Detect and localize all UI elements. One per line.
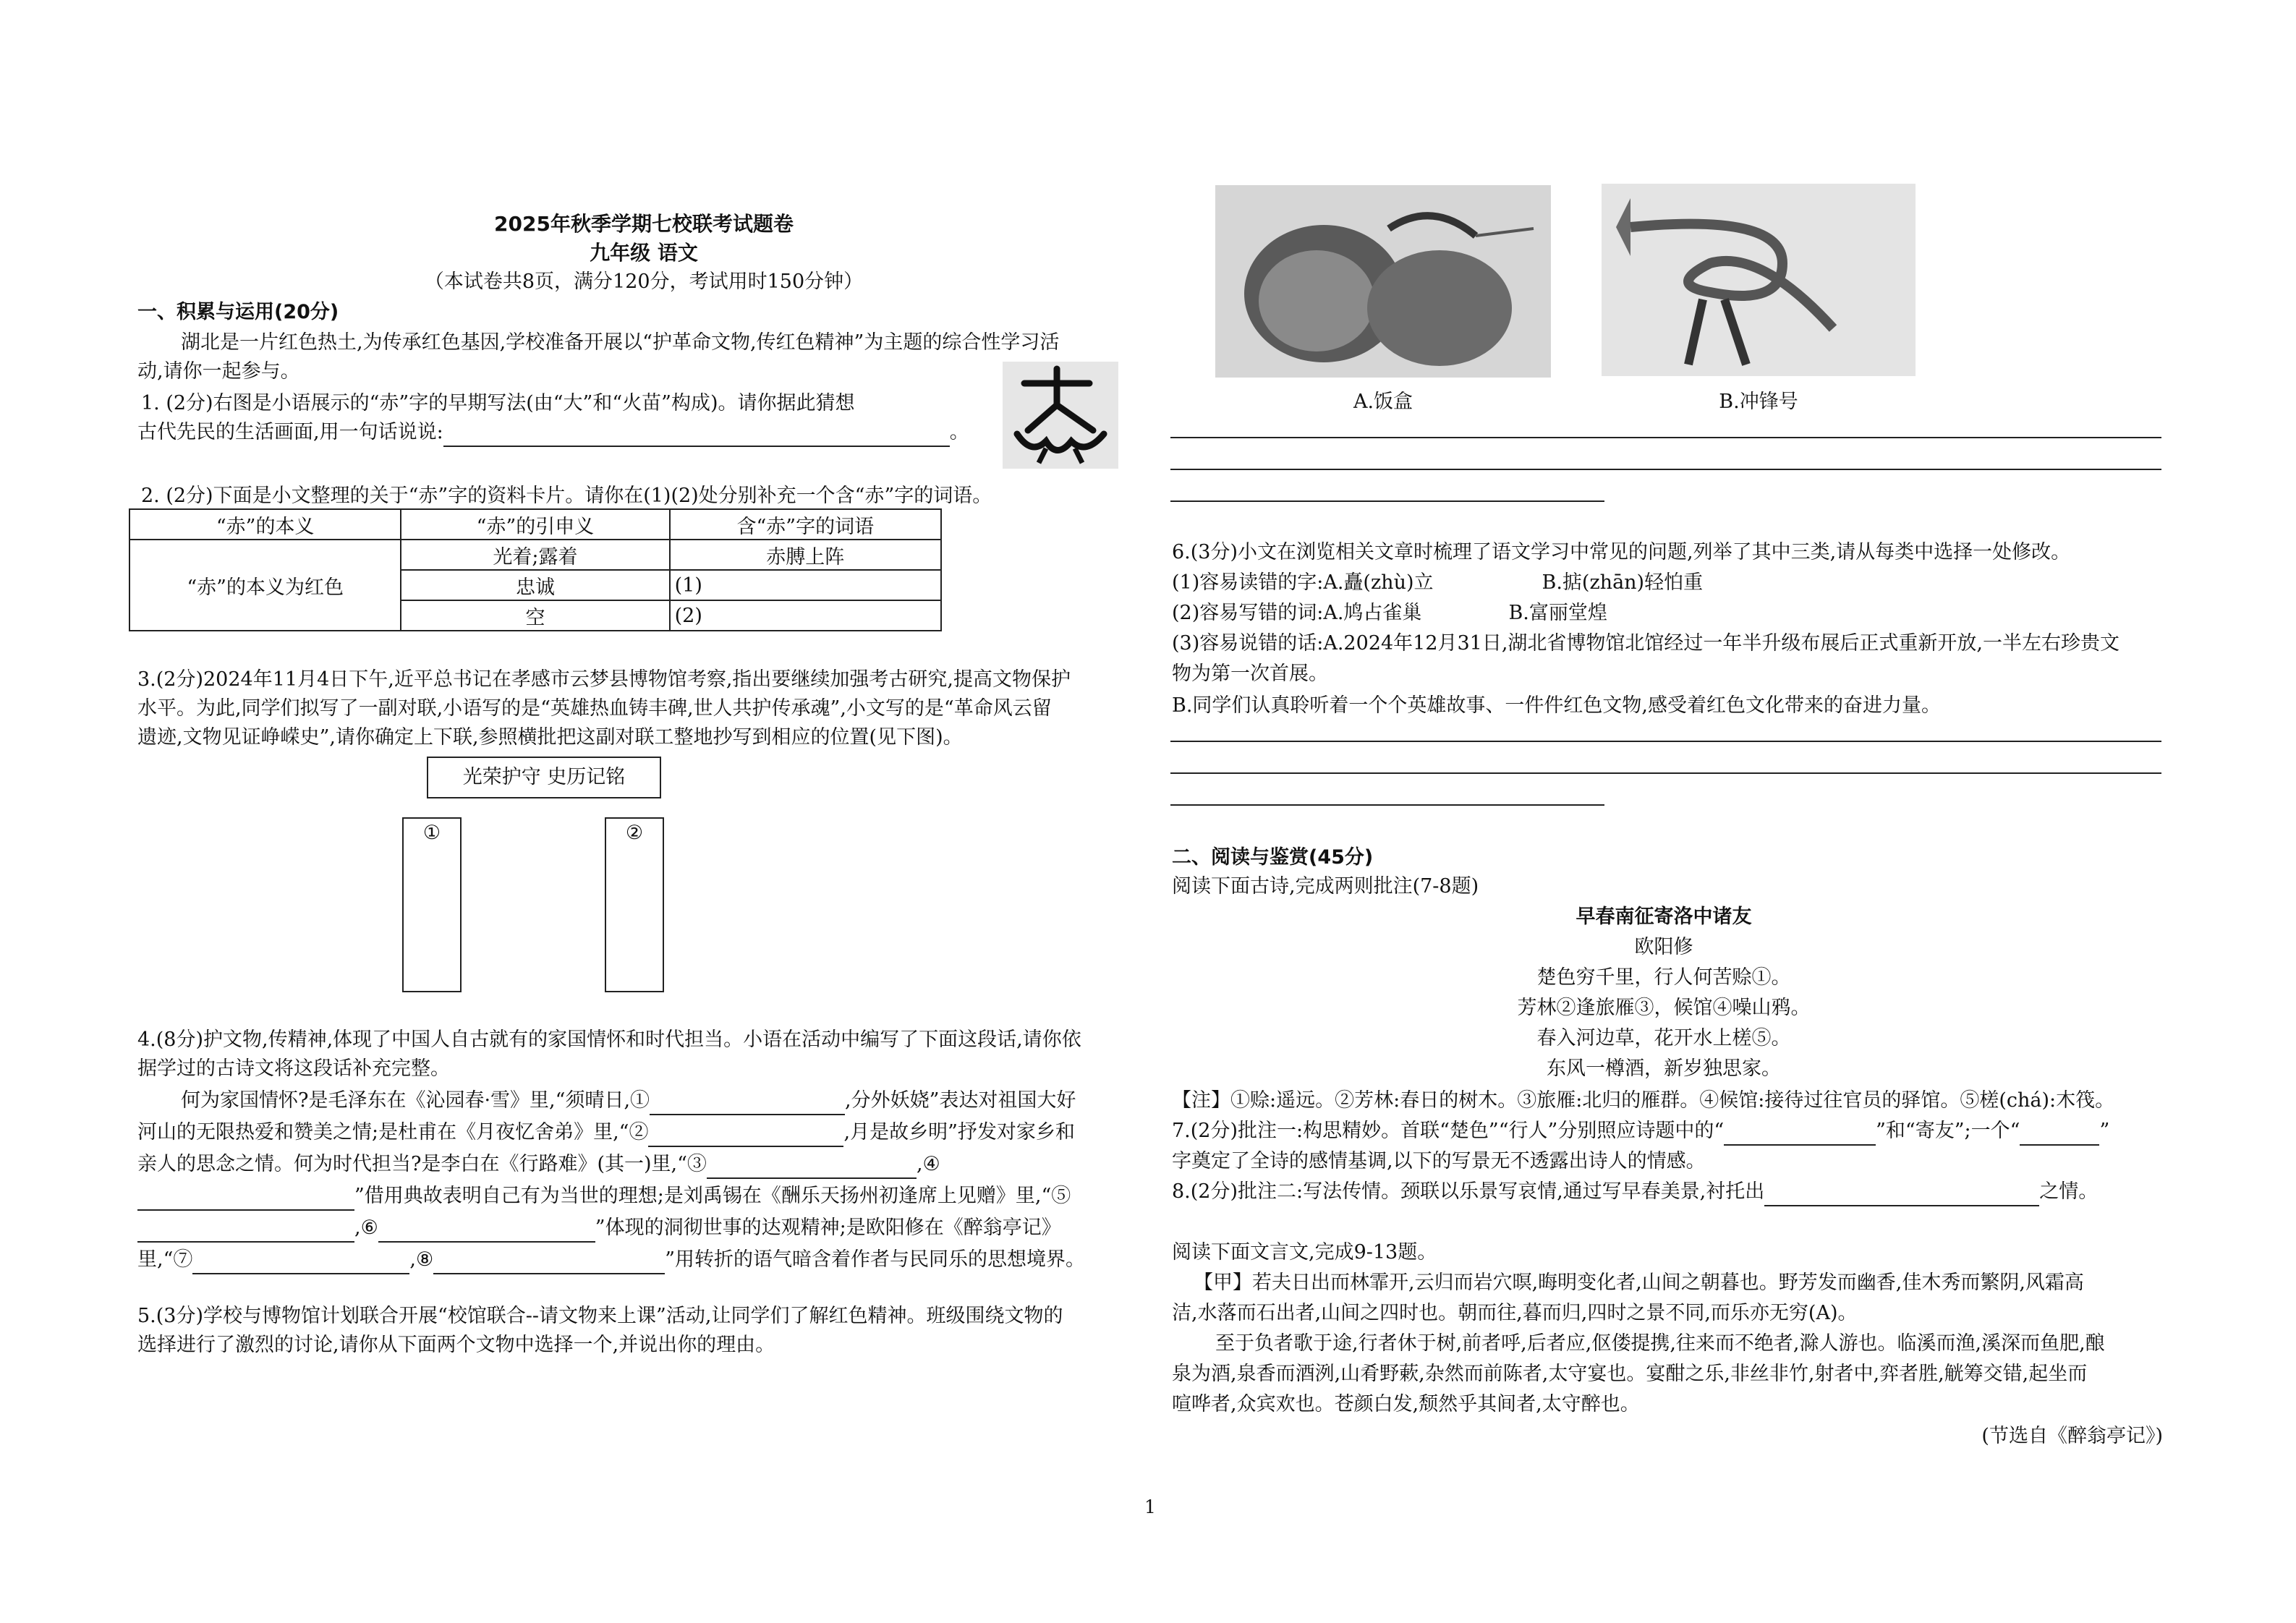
q4-text: 河山的无限热爱和赞美之情;是杜甫在《月夜忆舍弟》里,“②	[137, 1121, 649, 1143]
chi-ancient-glyph-image	[1003, 362, 1118, 469]
q1-answer-blank[interactable]	[443, 424, 950, 447]
q4-line1: 4.(8分)护文物,传精神,体现了中国人自古就有的家国情怀和时代担当。小语在活动中编写了下面这段话,请你依	[137, 1028, 1081, 1051]
passage-jia-line: 至于负者歌于途,行者休于树,前者呼,后者应,伛偻提携,往来而不绝者,滁人游也。临溪而渔,溪深而鱼肥,酿	[1215, 1332, 2105, 1355]
q3-line3: 遗迹,文物见证峥嵘史”,请你确定上下联,参照横批把这副对联工整地抄写到相应的位置(见下图)。	[137, 726, 963, 749]
couplet-box-right[interactable]	[605, 817, 664, 992]
poem-title: 早春南征寄洛中诸友	[1576, 906, 1752, 928]
poem-intro: 阅读下面古诗,完成两则批注(7-8题)	[1172, 875, 1479, 898]
intro-line2: 动,请你一起参与。	[137, 360, 300, 383]
q7-line2: 字奠定了全诗的感情基调,以下的写景无不透露出诗人的情感。	[1172, 1150, 1706, 1172]
table-cell-answer-1[interactable]: (1)	[670, 570, 941, 600]
poem-line: 芳林②逢旅雁③，候馆④噪山鸦。	[1517, 997, 1811, 1019]
answer-line[interactable]	[1170, 500, 1604, 502]
exam-subtitle: 九年级 语文	[590, 241, 698, 265]
q6-line2	[1172, 568, 1703, 597]
q8-text: 之情。	[2039, 1180, 2099, 1203]
q4-text: ,分外妖娆”表达对祖国大好	[845, 1089, 1076, 1112]
q4-blank-5[interactable]	[137, 1219, 354, 1243]
q3-line2: 水平。为此,同学们拟写了一副对联,小语写的是“英雄热血铸丰碑,世人共护传承魂”,小文写的是“革命风云留	[137, 697, 1052, 720]
passage-jia-line: 【甲】若夫日出而林霏开,云归而岩穴暝,晦明变化者,山间之朝暮也。野芳发而幽香,佳木秀而繁阴,风霜高	[1194, 1271, 2084, 1294]
q4-text: ,⑥	[354, 1217, 378, 1239]
section1-heading: 一、积累与运用(20分)	[137, 301, 339, 323]
q4-blank-8[interactable]	[433, 1251, 665, 1274]
q4-para-line5	[137, 1214, 1061, 1243]
section2-heading: 二、阅读与鉴赏(45分)	[1172, 846, 1374, 869]
exam-note: （本试卷共8页，满分120分，考试用时150分钟）	[424, 270, 864, 293]
q6-option: (2)容易写错的词:A.鸠占雀巢	[1172, 602, 1422, 624]
table-cell: 忠诚	[401, 570, 669, 600]
q4-blank-6[interactable]	[378, 1219, 595, 1243]
chi-info-card-table	[129, 508, 942, 631]
q1-line1: 1. (2分)右图是小语展示的“赤”字的早期写法(由“大”和“火苗”构成)。请你据此猜想	[141, 392, 855, 414]
q8-line	[1172, 1177, 2098, 1206]
q6-option: (1)容易读错的字:A.矗(zhù)立	[1172, 571, 1434, 594]
table-cell-base-meaning: “赤”的本义为红色	[129, 540, 401, 631]
table-header: “赤”的引申义	[401, 509, 669, 540]
q4-para-line4	[137, 1182, 1071, 1211]
q4-text: ”借用典故表明自己有为当世的理想;是刘禹锡在《酬乐天扬州初逢席上见赠》里,“⑤	[354, 1185, 1071, 1207]
couplet-box-left[interactable]	[402, 817, 462, 992]
couplet-label-2: ②	[625, 822, 644, 844]
table-header-row	[129, 509, 941, 540]
poem-line: 春入河边草，花开水上槎⑤。	[1536, 1027, 1791, 1049]
q6-line6: B.同学们认真聆听着一个个英雄故事、一件件红色文物,感受着红色文化带来的奋进力量。	[1172, 694, 1942, 717]
q7-blank-2[interactable]	[2020, 1123, 2099, 1146]
passage-jia-line: 喧哗者,众宾欢也。苍颜白发,颓然乎其间者,太守醉也。	[1172, 1393, 1640, 1415]
answer-line[interactable]	[1170, 741, 2161, 742]
q4-line2: 据学过的古诗文将这段话补充完整。	[137, 1057, 450, 1080]
q8-blank[interactable]	[1764, 1183, 2039, 1206]
passage-jia-line: 洁,水落而石出者,山间之四时也。朝而往,暮而归,四时之景不同,而乐亦无穷(A)。	[1172, 1302, 1858, 1324]
q3-line1: 3.(2分)2024年11月4日下午,近平总书记在孝感市云梦县博物馆考察,指出要继续加强考古研究,提高文物保护	[137, 668, 1071, 691]
table-cell: 赤膊上阵	[670, 540, 941, 570]
answer-line[interactable]	[1170, 772, 2161, 774]
q4-text: 亲人的思念之情。何为时代担当?是李白在《行路难》(其一)里,“③	[137, 1153, 707, 1175]
poem-line: 东风一樽酒，新岁独思家。	[1547, 1057, 1781, 1080]
table-header: “赤”的本义	[129, 509, 401, 540]
table-cell: 光着;露着	[401, 540, 669, 570]
lunchbox-photo	[1215, 185, 1551, 378]
passage-source: (节选自《醉翁亭记》)	[1981, 1425, 2163, 1447]
q4-text: ,月是故乡明”抒发对家乡和	[843, 1121, 1075, 1143]
poem-line: 楚色穷千里，行人何苦赊①。	[1536, 966, 1791, 989]
artifact-caption-b: B.冲锋号	[1719, 391, 1798, 413]
table-header: 含“赤”字的词语	[670, 509, 941, 540]
answer-line[interactable]	[1170, 804, 1604, 806]
bugle-icon	[1602, 184, 1916, 376]
q7-text: ”	[2099, 1120, 2110, 1142]
table-cell-answer-2[interactable]: (2)	[670, 600, 941, 631]
q4-blank-3[interactable]	[707, 1156, 917, 1179]
chi-glyph-icon	[1003, 362, 1118, 469]
q7-text: 7.(2分)批注一:构思精妙。首联“楚色”“行人”分别照应诗题中的“	[1172, 1120, 1725, 1142]
q8-text: 8.(2分)批注二:写法传情。颈联以乐景写哀情,通过写早春美景,衬托出	[1172, 1180, 1765, 1203]
couplet-label-1: ①	[422, 822, 441, 844]
q6-line1: 6.(3分)小文在浏览相关文章时梳理了语文学习中常见的问题,列举了其中三类,请从每类中选择一处修改。	[1172, 541, 2071, 563]
classical-intro: 阅读下面文言文,完成9-13题。	[1172, 1241, 1437, 1264]
passage-jia-line: 泉为酒,泉香而酒洌,山肴野蔌,杂然而前陈者,太守宴也。宴酣之乐,非丝非竹,射者中,弈者胜,觥筹交错,起坐而	[1172, 1363, 2088, 1385]
q4-blank-2[interactable]	[648, 1124, 843, 1147]
q1-line2	[137, 418, 969, 447]
q4-text: 何为家国情怀?是毛泽东在《沁园春·雪》里,“须晴日,①	[181, 1089, 650, 1112]
hengpi-box: 光荣护守 史历记铭	[427, 757, 661, 798]
q6-line4: (3)容易说错的话:A.2024年12月31日,湖北省博物馆北馆经过一年半升级布展后正式重新开放,一半左右珍贵文	[1172, 632, 2120, 655]
table-row	[129, 540, 941, 570]
q1-end: 。	[949, 421, 969, 443]
lunchbox-icon	[1215, 185, 1551, 378]
q7-line1	[1172, 1117, 2109, 1146]
q4-text: 里,“⑦	[137, 1248, 193, 1271]
q6-line3	[1172, 599, 1607, 628]
q7-blank-1[interactable]	[1724, 1123, 1876, 1146]
answer-line[interactable]	[1170, 437, 2161, 438]
q4-blank-7[interactable]	[192, 1251, 409, 1274]
table-cell: 空	[401, 600, 669, 631]
q4-text: ,⑧	[409, 1248, 434, 1271]
q4-para-line1	[181, 1086, 1076, 1115]
poem-author: 欧阳修	[1634, 936, 1693, 958]
q6-line5: 物为第一次首展。	[1172, 663, 1328, 685]
q4-blank-4[interactable]	[137, 1188, 354, 1211]
page-number: 1	[1144, 1496, 1156, 1517]
q6-option: B.掂(zhān)轻怕重	[1542, 571, 1704, 594]
q7-text: ”和“寄友”;一个“	[1876, 1120, 2020, 1142]
q5-line1: 5.(3分)学校与博物馆计划联合开展“校馆联合--请文物来上课”活动,让同学们了解红色精神。班级围绕文物的	[137, 1305, 1063, 1327]
q4-para-line3	[137, 1150, 940, 1179]
q4-text: ”用转折的语气暗含着作者与民同乐的思想境界。	[665, 1248, 1085, 1271]
intro-line1: 湖北是一片红色热土,为传承红色基因,学校准备开展以“护革命文物,传红色精神”为主题的综合性学习活	[181, 331, 1060, 354]
exam-title: 2025年秋季学期七校联考试题卷	[494, 212, 794, 236]
q4-blank-1[interactable]	[650, 1092, 845, 1115]
q4-text: ,④	[916, 1153, 940, 1175]
bugle-photo	[1602, 184, 1916, 376]
q4-text: ”体现的洞彻世事的达观精神;是欧阳修在《醉翁亭记》	[595, 1217, 1061, 1239]
artifact-caption-a: A.饭盒	[1353, 391, 1413, 413]
q4-para-line2	[137, 1118, 1075, 1147]
q4-para-line6	[137, 1245, 1085, 1274]
poem-notes: 【注】①赊:遥远。②芳林:春日的树木。③旅雁:北归的雁群。④候馆:接待过往官员的驿馆。⑤槎(chá):木筏。	[1172, 1089, 2115, 1112]
q6-option: B.富丽堂煌	[1508, 602, 1607, 624]
q1-prompt: 古代先民的生活画面,用一句话说说:	[137, 421, 443, 443]
q5-line2: 选择进行了激烈的讨论,请你从下面两个文物中选择一个,并说出你的理由。	[137, 1334, 775, 1356]
answer-line[interactable]	[1170, 469, 2161, 470]
q2-line: 2. (2分)下面是小文整理的关于“赤”字的资料卡片。请你在(1)(2)处分别补充一个含“赤”字的词语。	[141, 485, 992, 507]
